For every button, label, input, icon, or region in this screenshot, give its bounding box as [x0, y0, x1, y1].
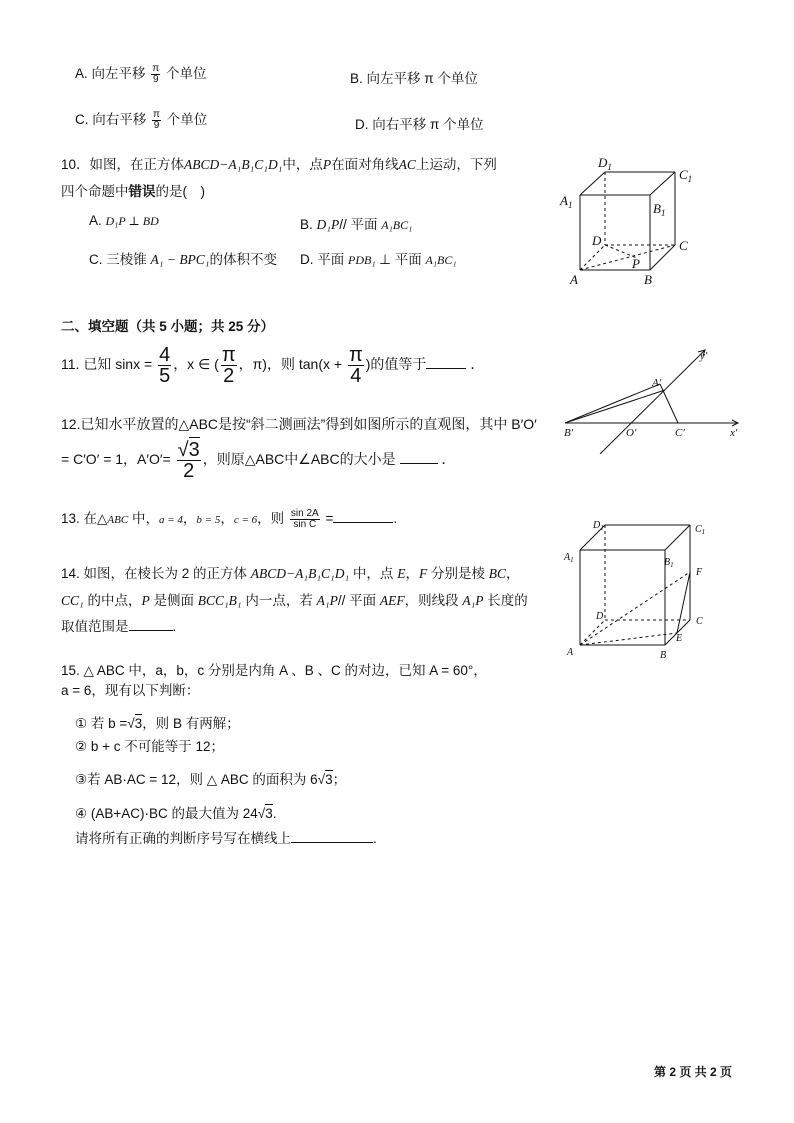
d: 5	[159, 365, 171, 387]
t: 中，点	[282, 157, 323, 172]
n: π	[348, 344, 363, 366]
sub: 1	[570, 556, 574, 564]
t: P	[322, 157, 332, 172]
t: ，则 B 有两解；	[142, 716, 240, 731]
t: 的中点，	[83, 593, 142, 608]
t: 的体积不变	[209, 252, 278, 267]
frac-den: 9	[152, 73, 159, 85]
t: ③若 AB·AC = 12，则 △ ABC 的面积为 6	[75, 772, 318, 787]
t: PDB₁	[348, 253, 376, 267]
svg-text:B1	[664, 557, 674, 569]
t: A₁BC₁	[381, 218, 413, 232]
q9-option-b	[350, 67, 478, 87]
t: ① 若 b =	[75, 716, 128, 731]
n: 3	[188, 439, 200, 461]
q15-line7	[75, 827, 377, 847]
t: ⊥ 平面	[375, 252, 426, 267]
t: .	[272, 806, 277, 821]
q13	[61, 507, 397, 530]
t: c = 6	[233, 514, 258, 526]
cube-figure-q14	[560, 515, 720, 665]
t: ．	[441, 451, 456, 468]
t: CC₁	[61, 593, 84, 608]
t: b = 5	[196, 514, 221, 526]
d: sin C	[293, 518, 317, 530]
q10-option-a	[89, 213, 159, 229]
t: D₁P ⊥ BD	[105, 214, 159, 228]
t: 3	[134, 716, 143, 731]
label-d1: D	[593, 520, 601, 531]
t: 中，点	[349, 566, 398, 581]
t: // 平面	[339, 217, 382, 232]
label-b: B	[660, 650, 667, 661]
n: π	[221, 344, 236, 366]
option-b-text: B. 向左平移 π 个单位	[350, 71, 478, 86]
sub: 1	[687, 174, 693, 184]
t: A₁ − BPC₁	[150, 252, 210, 267]
t: ，	[505, 566, 520, 581]
answer-blank[interactable]	[333, 522, 393, 523]
svg-text:D1	[597, 155, 612, 172]
t: // 平面	[337, 593, 380, 608]
d: 2	[223, 365, 235, 387]
q15-item1: ① 若 b =√3，则 B 有两解；	[75, 716, 240, 731]
q11-frac-3	[348, 345, 364, 386]
t: ABCD−A₁B₁C₁D₁	[250, 566, 350, 581]
t: ，	[182, 511, 197, 526]
sub: 1	[670, 561, 674, 569]
answer-blank[interactable]	[129, 630, 173, 631]
option-a-tail: 个单位	[165, 66, 207, 81]
label-b1: B	[664, 557, 671, 568]
t: 的是( )	[155, 184, 205, 199]
t: 请将所有正确的判断序号写在横线上	[75, 831, 291, 846]
t: B.	[300, 217, 317, 232]
t: )的值等于	[365, 356, 427, 373]
section-2-header: 二、填空题（共 5 小题；共 25 分）	[61, 319, 275, 334]
q9-option-a	[75, 62, 206, 85]
t: D. 平面	[300, 252, 349, 267]
label-c: C	[696, 616, 703, 627]
q10-option-d	[300, 248, 457, 268]
q14-line2	[61, 589, 528, 609]
page-footer: 第 2 页 共 2 页	[654, 1065, 733, 1079]
q15-line1: 15. △ ABC 中，a，b，c 分别是内角 A 、B 、C 的对边，已知 A = 60°，	[61, 663, 487, 678]
option-a-text: A. 向左平移	[75, 66, 146, 81]
label-a: A	[567, 647, 574, 658]
label-d1: D	[598, 155, 608, 170]
option-c-frac	[152, 110, 161, 131]
sub: 1	[701, 528, 706, 536]
t: 分别是棱	[427, 566, 489, 581]
t: = C′O′ = 1，A′O′=	[61, 451, 171, 468]
sub: 1	[607, 162, 612, 172]
q11	[61, 345, 484, 386]
label-d: D	[596, 611, 604, 622]
answer-blank[interactable]	[291, 842, 373, 843]
t: 错误	[128, 184, 156, 199]
label-p: P	[632, 256, 640, 271]
t: BCC₁B₁	[197, 593, 242, 608]
t: ABC	[107, 514, 129, 526]
frac-num: π	[153, 108, 160, 120]
label-a1: A	[564, 552, 571, 563]
t: 取值范围是	[61, 619, 129, 634]
label-x-axis: x′	[730, 427, 738, 439]
t: 上运动，下列	[415, 157, 497, 172]
t: E	[397, 566, 406, 581]
t: F	[418, 566, 428, 581]
t: 3	[325, 772, 333, 787]
t: 10．如图，在正方体	[61, 157, 185, 172]
t: 13. 在△	[61, 511, 108, 526]
q15-item3: ③若 AB·AC = 12，则 △ ABC 的面积为 6√3；	[75, 772, 347, 787]
q12-line2	[61, 440, 455, 481]
t: .	[172, 619, 177, 634]
option-c-text: C. 向右平移	[75, 112, 147, 127]
svg-text:A1	[559, 193, 572, 210]
label-a-prime: A′	[652, 377, 662, 389]
label-o-prime: O′	[626, 427, 637, 439]
label-a1: A	[560, 193, 568, 208]
q10-option-c	[89, 248, 277, 268]
label-e: E	[676, 633, 683, 644]
t: a = 4	[158, 514, 183, 526]
answer-blank[interactable]	[400, 463, 438, 464]
t: 在面对角线	[331, 157, 399, 172]
q14-line3	[61, 615, 176, 635]
label-d: D	[592, 233, 602, 248]
svg-text:D1	[592, 520, 604, 532]
t: =	[321, 511, 334, 526]
q13-frac	[290, 509, 320, 530]
t: ，	[405, 566, 419, 581]
label-b-prime: B′	[564, 427, 574, 439]
t: 14. 如图，在棱长为 2 的正方体	[61, 566, 251, 581]
frac-den: 9	[153, 119, 160, 131]
label-y-axis: y′	[700, 350, 708, 362]
t: ，则原△ABC中∠ABC的大小是	[202, 451, 396, 468]
t: 3	[265, 806, 273, 821]
t: AC	[398, 157, 416, 172]
t: P	[141, 593, 150, 608]
sub: 1	[660, 208, 666, 218]
option-a-frac	[151, 64, 160, 85]
t: A.	[89, 213, 106, 228]
t: A₁P	[462, 593, 484, 608]
label-c1: C	[695, 524, 702, 535]
t: 11. 已知 sinx =	[61, 356, 153, 373]
label-c1: C	[679, 167, 688, 182]
sub: 1	[567, 200, 573, 210]
label-b: B	[644, 272, 652, 287]
t: C. 三棱锥	[89, 252, 151, 267]
q15-item2: ② b + c 不可能等于 12；	[75, 739, 225, 754]
t: 是侧面	[149, 593, 198, 608]
t: ，	[220, 511, 234, 526]
label-a: A	[570, 272, 578, 287]
t: ；	[332, 772, 347, 787]
t: A₁BC₁	[425, 253, 457, 267]
t: ，x ∈ (	[173, 356, 219, 373]
t: 四个命题中	[61, 184, 129, 199]
label-b1: B	[653, 201, 661, 216]
t: .	[373, 831, 377, 846]
oblique-axes-figure-q12	[560, 342, 750, 454]
q10-option-b	[300, 213, 412, 233]
svg-text:C1	[679, 167, 692, 184]
q14-line1	[61, 562, 519, 582]
q10-stem-line2	[61, 180, 205, 200]
q9-option-c	[75, 108, 207, 131]
answer-blank[interactable]	[426, 368, 466, 369]
option-c-tail: 个单位	[166, 112, 208, 127]
t: 中，	[128, 511, 159, 526]
label-c: C	[679, 238, 688, 253]
d: 4	[350, 365, 362, 387]
q15-line2: a = 6，现有以下判断：	[61, 683, 200, 698]
t: ABCD−A₁B₁C₁D₁	[184, 157, 283, 172]
n: sin 2A	[290, 507, 319, 519]
q12-line1: 12.已知水平放置的△ABC是按“斜二测画法”得到如图所示的直观图，其中 B′O′	[61, 416, 537, 432]
n: 4	[159, 344, 171, 366]
t: 长度的	[483, 593, 528, 608]
t: D₁P	[316, 217, 340, 232]
q12-frac: $\frac{√3}{2}$	[177, 439, 200, 482]
t: ④ (AB+AC)·BC 的最大值为 24	[75, 806, 258, 821]
t: 内一点，若	[241, 593, 317, 608]
option-d-text: D. 向右平移 π 个单位	[355, 117, 484, 132]
label-c-prime: C′	[675, 427, 685, 439]
t: .	[393, 511, 398, 526]
cube-figure-q10	[555, 150, 705, 290]
svg-text:A1	[563, 552, 574, 564]
t: ，则	[257, 511, 288, 526]
sub: 1	[600, 524, 604, 532]
t: ，则线段	[404, 593, 463, 608]
q15-item4: ④ (AB+AC)·BC 的最大值为 24√3.	[75, 806, 277, 821]
frac-num: π	[152, 62, 160, 74]
d: 2	[183, 460, 195, 482]
t: ．	[470, 356, 485, 373]
t: A₁P	[316, 593, 338, 608]
svg-text:C1	[695, 524, 705, 536]
label-f: F	[696, 567, 703, 578]
svg-text:B1	[653, 201, 665, 218]
q11-frac-1	[158, 345, 171, 386]
t: ，π)，则 tan(x +	[238, 356, 343, 373]
t: BC	[488, 566, 506, 581]
q10-stem-line1	[61, 153, 497, 173]
q9-option-d	[355, 113, 484, 133]
q11-frac-2	[221, 345, 237, 386]
t: AEF	[379, 593, 405, 608]
